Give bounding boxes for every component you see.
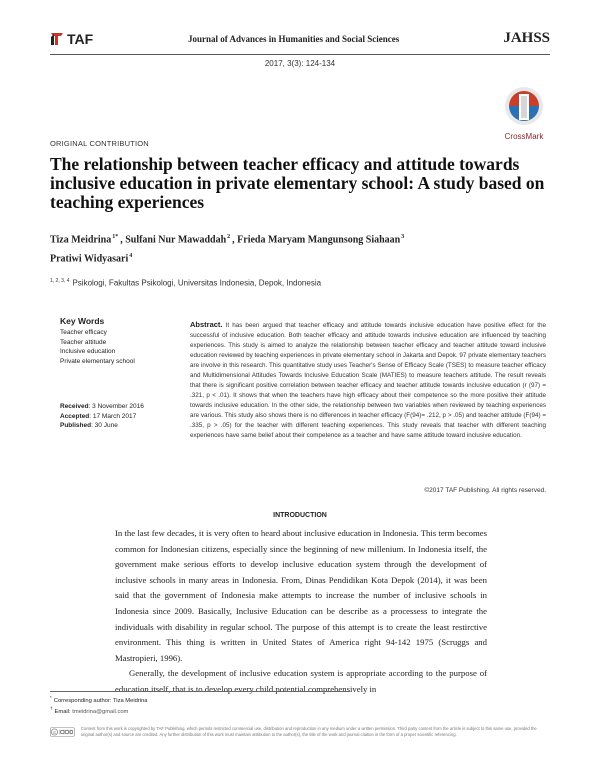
date-received <box>60 402 144 412</box>
crossmark-badge[interactable] <box>502 86 546 141</box>
abstract <box>190 320 546 441</box>
publisher-logo <box>50 31 93 47</box>
author-line-1: Tiza Meidrina$^{1*}$ , Sulfani Nur Mawaddah$^2$ , Frieda Maryam Mangunsong Siahaan$^3$ <box>50 234 405 246</box>
article-dates <box>60 402 144 431</box>
affiliation-sup: 1, 2, 3, 4 <box>50 278 70 284</box>
svg-text:cc: cc <box>52 730 57 735</box>
introduction-body <box>115 526 487 698</box>
keyword-item: Private elementary school <box>60 357 135 365</box>
date-published-label: Published <box>60 422 92 429</box>
contribution-type: ORIGINAL CONTRIBUTION <box>50 139 149 148</box>
paragraph: Generally, the development of inclusive education system is appropriate according to the purpose of education itself, that is to develop every child potential comprehensively in <box>115 668 487 694</box>
author-line-2 <box>50 248 550 267</box>
article-title: The relationship between teacher efficacy and attitude towards inclusive education in private elementary school: A study based on teaching experiences <box>50 154 545 212</box>
author-sup: 2 <box>227 234 231 240</box>
header-rule <box>50 54 550 55</box>
date-published <box>60 421 144 431</box>
publisher-logo-icon <box>50 32 64 46</box>
corresponding-author-text: Corresponding author: Tiza Meidrina <box>53 697 148 704</box>
author-sup: 3 <box>401 234 405 240</box>
abstract-label: Abstract. <box>190 320 223 329</box>
date-received-label: Received <box>60 403 89 410</box>
keyword-item: Teacher attitude <box>60 338 107 346</box>
keywords-box <box>60 316 180 366</box>
abstract-text: It has been argued that teacher efficacy and attitude towards inclusive education have positive effect for the successful of inclusive education. Both teacher efficacy and attitude towards inclusive education are influenced by teaching experiences. This study is aimed to analyze the relationship between teacher efficacy and teacher attitude toward inclusive education reviewed by teaching experiences in private elementary school in Jakarta and Depok. 97 private elementary teachers are involve in this research. This quantitative study uses Teacher's Sense of Efficacy Scale (TSES) to measure teacher efficacy and Multidimensional Attitudes Towards Inclusive Education Scale (MATIES) to measure teachers attitude. The result reveals that there is significant positive correlation between teacher efficacy and teacher attitude towards inclusive education (r (97) = .321, p < .01). It shows that when the teachers have high efficacy about their competence so the more positive their attitude towards inclusive education. In the other side, the relationship between two variables when reviewed by teaching experiences are various. This study also shows there is no differences in teacher efficacy (F(94)= .212, p > .05) and teacher attitude (F(94) = .335, p > .05) for the teacher with different teaching experiences. This study reveals that teacher with different teaching experiences have same belief about their competence as a teacher and have same attitude toward inclusive education. <box>190 322 547 439</box>
affiliation-text: Psikologi, Fakultas Psikologi, Universitas Indonesia, Depok, Indonesia <box>72 278 322 288</box>
date-accepted-label: Accepted <box>60 412 90 420</box>
email-label: Email: <box>54 709 71 716</box>
license-block <box>50 724 550 740</box>
author-name: Tiza Meidrina <box>50 234 112 246</box>
creative-commons-icon[interactable] <box>50 724 75 740</box>
author-name: Sulfani Nur Mawaddah <box>125 234 227 246</box>
keyword-item: Inclusive education <box>60 348 116 355</box>
copyright-notice: ©2017 TAF Publishing. All rights reserved. <box>424 487 546 494</box>
journal-acronym: JAHSS <box>503 30 550 46</box>
author-name: Frieda Maryam Mangunsong Siahaan <box>237 234 401 246</box>
license-text: Content from this work is copyrighted by TAF Publishing, which permits restricted commercial use, distribution and reproduction in any medium under a written permission. Third party content from the article is subject to this same use, provided the original author(s) and source are credited. Any further distribution of this work must maintain attribution to the author(s), the title of the work and journal citation in the form of a proper scientific referencing. <box>80 726 537 737</box>
author-sup: 4 <box>129 253 133 260</box>
issue-info: 2017, 3(3): 124-134 <box>264 59 336 68</box>
affiliation <box>50 278 321 288</box>
date-accepted-value: : 17 March 2017 <box>89 412 137 420</box>
corresponding-author <box>50 694 350 705</box>
keywords-title: Key Words <box>60 316 105 326</box>
date-published-value: : 30 June <box>91 422 118 429</box>
footnotes <box>50 691 350 717</box>
journal-name: Journal of Advances in Humanities and Social Sciences <box>188 34 400 44</box>
author-name: Pratiwi Widyasari <box>50 253 129 265</box>
logo-text: TAF <box>67 31 94 47</box>
date-received-value: : 3 November 2016 <box>88 403 144 410</box>
email-link[interactable]: tmeidrina@gmail.com <box>72 709 129 716</box>
introduction-heading: INTRODUCTION <box>273 512 327 519</box>
author-sup: 1* <box>112 234 119 240</box>
crossmark-icon <box>504 86 544 126</box>
author-email <box>50 705 350 716</box>
paragraph: In the last few decades, it is very often to heard about inclusive education in Indonesia. This term becomes common for Indonesian citizens, especially since the beginning of new millenium. In Indonesia itself, the government make serious efforts to develop inclusive education system through the development of inclusive schools in many areas in Indonesia. From, Dinas Pendidikan Kota Depok (2014), it was been said that the government of Indonesia make attempts to increase the number of inclusive schools in Indonesia since 2009. Basically, Inclusive Education can be describe as a processess to integrate the individuals with disability in regular school. The purpose of this attempt is to create the least restirctive environment. This thing is written in United States of America right 94-142 1975 (Scruggs and Mastropieri, 1996). <box>115 528 487 663</box>
date-accepted <box>60 412 144 422</box>
footnote-sup: * <box>50 695 52 700</box>
author-list <box>50 229 550 268</box>
keyword-item: Teacher efficacy <box>60 329 107 336</box>
footnote-sup: † <box>50 706 53 712</box>
crossmark-label: CrossMark <box>504 132 544 141</box>
